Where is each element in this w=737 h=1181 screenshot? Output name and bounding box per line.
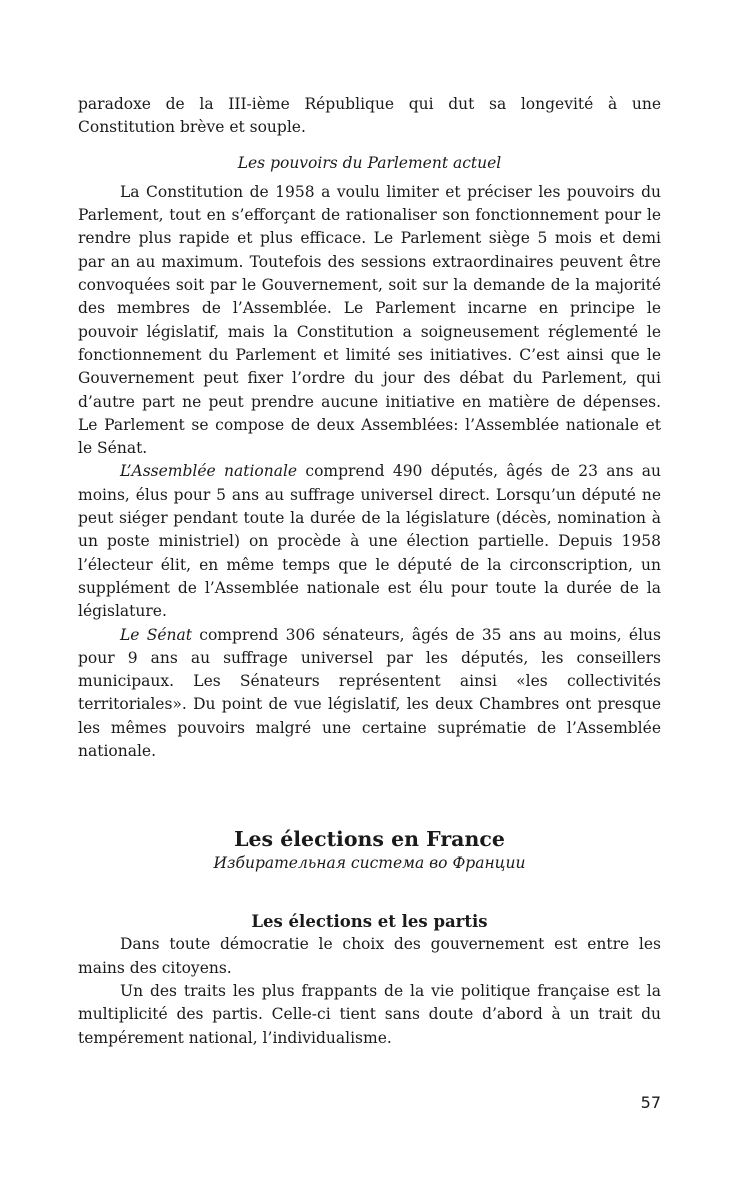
chapter-subtitle: Избирательная система во Франции: [213, 854, 526, 873]
term-assemblee-nationale: L’Assemblée nationale: [120, 462, 298, 481]
page-number: 57: [640, 1093, 661, 1112]
intro-fragment: paradoxe de la III-ième République qui dut sa longevité à une Constitution brève et souple.: [78, 95, 661, 137]
section-title-pouvoirs: Les pouvoirs du Parlement actuel: [237, 153, 502, 172]
section-title-elections: Les élections et les partis: [251, 912, 488, 932]
page-body: [78, 93, 661, 1050]
paragraph-senat: [78, 624, 661, 764]
chapter-title: Les élections en France: [234, 827, 505, 852]
paragraph-parlement: La Constitution de 1958 a voulu limiter et préciser les pouvoirs du Parlement, tout en s’efforçant de rationaliser son fonctionnement pour le rendre plus rapide et plus efficace. Le Parlement siège 5 mois et demi par an au maximum. Toutefois des sessions extraordinaires peuvent être convoquées soit par le Gouvernement, soit sur la demande de la majorité des membres de l’Assemblée. Le Parlement incarne en principe le pouvoir législatif, mais la Constitution a soigneusement réglementé le fonctionnement du Parlement et limité ses initiatives. C’est ainsi que le Gouvernement peut fixer l’ordre du jour des débat du Parlement, qui d’autre part ne peut prendre aucune initiative en matière de dépenses. Le Parlement se compose de deux Assemblées: l’Assemblée nationale et le Sénat.: [78, 182, 661, 458]
paragraph-partis: Un des traits les plus frappants de la vie politique française est la multiplicité des partis. Celle-ci tient sans doute d’abord à un trait du tempérement national, l’individualisme.: [78, 981, 661, 1047]
paragraph-assemblee-text: comprend 490 députés, âgés de 23 ans au moins, élus pour 5 ans au suffrage universel direct. Lorsqu’un député ne peut siéger pendant toute la durée de la législature (décès, nomination à un poste ministriel) on procède à une élection partielle. Depuis 1958 l’électeur élit, en même temps que le député de la circonscription, un supplément de l’Assemblée nationale est élu pour toute la durée de la législature.: [78, 462, 661, 621]
paragraph-democratie: Dans toute démocratie le choix des gouvernement est entre les mains des citoyens.: [78, 935, 661, 977]
paragraph-assemblee: [78, 460, 661, 623]
paragraph-senat-text: comprend 306 sénateurs, âgés de 35 ans au moins, élus pour 9 ans au suffrage universel par les députés, les conseillers municipaux. Les Sénateurs représentent ainsi «les collectivités territoriales». Du point de vue législatif, les deux Chambres ont presque les mêmes pouvoirs malgré une certaine suprématie de l’Assemblée nationale.: [78, 625, 661, 761]
term-senat: Le Sénat: [120, 625, 192, 644]
